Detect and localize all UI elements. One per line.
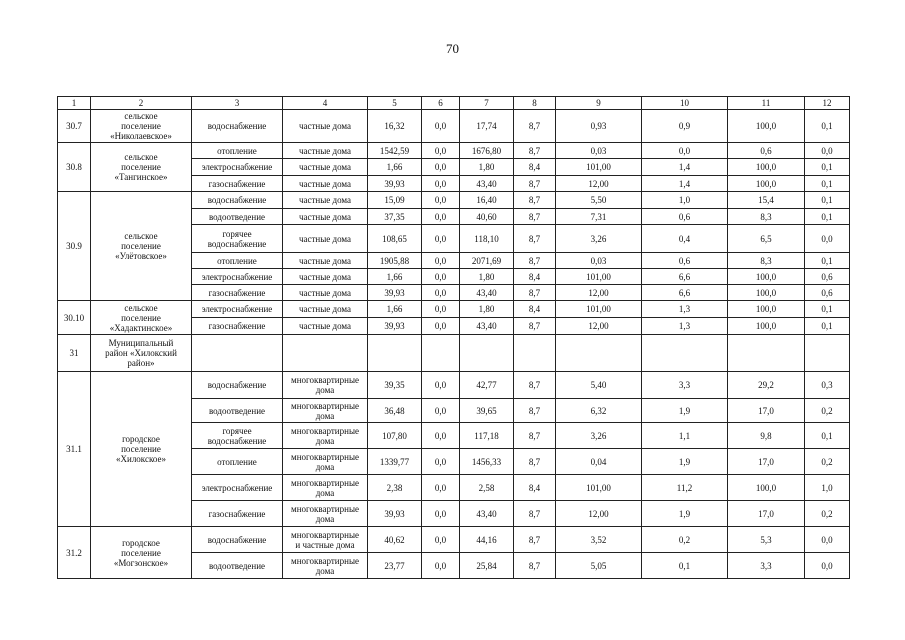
col-11-cell: 17,0 — [728, 399, 805, 423]
col-5-cell: 37,35 — [368, 209, 422, 225]
housing-type-cell — [283, 335, 368, 372]
resource-cell: водоотведение — [192, 209, 283, 225]
settlement-name: Муниципальный район «Хилокский район» — [91, 335, 192, 372]
col-10-cell: 0,2 — [642, 527, 728, 553]
col-7-cell: 117,18 — [460, 423, 514, 449]
housing-type-cell: многоквартирные дома — [283, 475, 368, 501]
housing-type-cell: частные дома — [283, 192, 368, 209]
col-12-cell — [805, 335, 850, 372]
col-5-cell: 1,66 — [368, 159, 422, 176]
housing-type-cell: частные дома — [283, 301, 368, 318]
col-7-cell: 43,40 — [460, 501, 514, 527]
col-6-cell: 0,0 — [422, 143, 460, 159]
col-10-cell: 1,1 — [642, 423, 728, 449]
col-11-cell: 15,4 — [728, 192, 805, 209]
col-7-cell: 16,40 — [460, 192, 514, 209]
resource-cell: водоснабжение — [192, 527, 283, 553]
housing-type-cell: многоквартирные дома — [283, 553, 368, 579]
col-6-cell: 0,0 — [422, 318, 460, 335]
col-11-cell: 17,0 — [728, 449, 805, 475]
table-row — [58, 110, 850, 143]
col-8-cell: 8,7 — [514, 527, 556, 553]
header-row — [58, 97, 850, 110]
col-5-cell: 2,38 — [368, 475, 422, 501]
col-6-cell: 0,0 — [422, 110, 460, 143]
col-6-cell: 0,0 — [422, 301, 460, 318]
row-number: 30.7 — [58, 110, 91, 143]
col-7-cell: 17,74 — [460, 110, 514, 143]
col-12-cell: 0,1 — [805, 209, 850, 225]
col-6-cell: 0,0 — [422, 372, 460, 399]
housing-type-cell: многоквартирные дома — [283, 449, 368, 475]
col-9-cell: 101,00 — [556, 159, 642, 176]
col-12-cell: 0,2 — [805, 399, 850, 423]
col-6-cell: 0,0 — [422, 527, 460, 553]
col-5-cell: 15,09 — [368, 192, 422, 209]
col-7-cell: 40,60 — [460, 209, 514, 225]
resource-cell: электроснабжение — [192, 301, 283, 318]
col-11-cell: 5,3 — [728, 527, 805, 553]
col-9-cell: 5,40 — [556, 372, 642, 399]
col-6-cell: 0,0 — [422, 449, 460, 475]
col-11-cell: 6,5 — [728, 225, 805, 253]
row-number: 31.2 — [58, 527, 91, 579]
col-8-cell: 8,7 — [514, 399, 556, 423]
column-number: 5 — [368, 97, 422, 110]
resource-cell: электроснабжение — [192, 159, 283, 176]
col-12-cell: 0,0 — [805, 527, 850, 553]
col-11-cell: 100,0 — [728, 285, 805, 301]
col-7-cell: 1,80 — [460, 301, 514, 318]
housing-type-cell: частные дома — [283, 176, 368, 192]
col-10-cell: 1,9 — [642, 501, 728, 527]
col-12-cell: 0,1 — [805, 176, 850, 192]
col-6-cell: 0,0 — [422, 253, 460, 269]
settlement-name: сельское поселение «Николаевское» — [91, 110, 192, 143]
tariff-table — [57, 96, 850, 579]
table-row — [58, 372, 850, 399]
col-8-cell: 8,7 — [514, 501, 556, 527]
col-8-cell: 8,7 — [514, 225, 556, 253]
column-number: 4 — [283, 97, 368, 110]
col-10-cell: 1,4 — [642, 159, 728, 176]
resource-cell: отопление — [192, 253, 283, 269]
col-8-cell — [514, 335, 556, 372]
col-11-cell: 8,3 — [728, 253, 805, 269]
column-number: 2 — [91, 97, 192, 110]
resource-cell: горячее водоснабжение — [192, 225, 283, 253]
resource-cell: электроснабжение — [192, 475, 283, 501]
housing-type-cell: частные дома — [283, 159, 368, 176]
col-8-cell: 8,7 — [514, 192, 556, 209]
column-number: 7 — [460, 97, 514, 110]
housing-type-cell: многоквартирные дома — [283, 399, 368, 423]
col-8-cell: 8,7 — [514, 143, 556, 159]
settlement-name: сельское поселение «Хадактинское» — [91, 301, 192, 335]
col-8-cell: 8,7 — [514, 253, 556, 269]
resource-cell: газоснабжение — [192, 318, 283, 335]
col-10-cell: 1,9 — [642, 449, 728, 475]
col-10-cell: 1,9 — [642, 399, 728, 423]
col-6-cell: 0,0 — [422, 501, 460, 527]
col-11-cell: 9,8 — [728, 423, 805, 449]
housing-type-cell: частные дома — [283, 110, 368, 143]
col-6-cell: 0,0 — [422, 285, 460, 301]
col-8-cell: 8,4 — [514, 159, 556, 176]
col-9-cell: 12,00 — [556, 501, 642, 527]
col-8-cell: 8,7 — [514, 110, 556, 143]
resource-cell: газоснабжение — [192, 176, 283, 192]
col-9-cell: 12,00 — [556, 176, 642, 192]
col-7-cell: 1,80 — [460, 269, 514, 285]
col-5-cell: 107,80 — [368, 423, 422, 449]
column-number: 8 — [514, 97, 556, 110]
col-12-cell: 0,1 — [805, 192, 850, 209]
col-8-cell: 8,7 — [514, 449, 556, 475]
housing-type-cell: частные дома — [283, 253, 368, 269]
housing-type-cell: частные дома — [283, 269, 368, 285]
col-6-cell: 0,0 — [422, 176, 460, 192]
col-6-cell: 0,0 — [422, 192, 460, 209]
col-7-cell: 25,84 — [460, 553, 514, 579]
col-5-cell: 1542,59 — [368, 143, 422, 159]
col-8-cell: 8,7 — [514, 176, 556, 192]
resource-cell: горячее водоснабжение — [192, 423, 283, 449]
row-number: 31.1 — [58, 372, 91, 527]
col-6-cell: 0,0 — [422, 225, 460, 253]
col-6-cell: 0,0 — [422, 399, 460, 423]
col-12-cell: 1,0 — [805, 475, 850, 501]
col-6-cell: 0,0 — [422, 159, 460, 176]
col-9-cell: 7,31 — [556, 209, 642, 225]
col-7-cell: 44,16 — [460, 527, 514, 553]
col-9-cell: 101,00 — [556, 475, 642, 501]
col-8-cell: 8,7 — [514, 553, 556, 579]
col-6-cell: 0,0 — [422, 269, 460, 285]
col-12-cell: 0,1 — [805, 301, 850, 318]
row-number: 30.9 — [58, 192, 91, 301]
column-number: 10 — [642, 97, 728, 110]
resource-cell: отопление — [192, 143, 283, 159]
col-12-cell: 0,6 — [805, 285, 850, 301]
col-6-cell: 0,0 — [422, 553, 460, 579]
col-10-cell: 11,2 — [642, 475, 728, 501]
col-9-cell: 6,32 — [556, 399, 642, 423]
row-number: 30.8 — [58, 143, 91, 192]
col-8-cell: 8,4 — [514, 301, 556, 318]
column-number: 12 — [805, 97, 850, 110]
col-11-cell: 3,3 — [728, 553, 805, 579]
col-12-cell: 0,2 — [805, 501, 850, 527]
col-10-cell: 1,3 — [642, 301, 728, 318]
column-number: 6 — [422, 97, 460, 110]
col-12-cell: 0,1 — [805, 110, 850, 143]
col-9-cell: 5,05 — [556, 553, 642, 579]
housing-type-cell: частные дома — [283, 209, 368, 225]
col-7-cell — [460, 335, 514, 372]
resource-cell: электроснабжение — [192, 269, 283, 285]
column-number: 1 — [58, 97, 91, 110]
col-8-cell: 8,7 — [514, 423, 556, 449]
col-10-cell: 0,6 — [642, 253, 728, 269]
row-number: 31 — [58, 335, 91, 372]
col-10-cell: 6,6 — [642, 285, 728, 301]
col-5-cell: 40,62 — [368, 527, 422, 553]
col-9-cell: 101,00 — [556, 301, 642, 318]
col-9-cell: 3,52 — [556, 527, 642, 553]
col-11-cell: 100,0 — [728, 269, 805, 285]
col-5-cell: 39,93 — [368, 318, 422, 335]
col-10-cell: 6,6 — [642, 269, 728, 285]
col-10-cell: 0,6 — [642, 209, 728, 225]
col-9-cell: 0,03 — [556, 253, 642, 269]
housing-type-cell: многоквартирные дома — [283, 501, 368, 527]
col-9-cell: 0,03 — [556, 143, 642, 159]
col-8-cell: 8,7 — [514, 372, 556, 399]
resource-cell: водоотведение — [192, 553, 283, 579]
col-6-cell — [422, 335, 460, 372]
col-5-cell: 39,93 — [368, 176, 422, 192]
housing-type-cell: многоквартирные дома — [283, 423, 368, 449]
col-11-cell: 100,0 — [728, 301, 805, 318]
col-12-cell: 0,1 — [805, 318, 850, 335]
col-12-cell: 0,3 — [805, 372, 850, 399]
col-6-cell: 0,0 — [422, 423, 460, 449]
col-8-cell: 8,4 — [514, 475, 556, 501]
housing-type-cell: частные дома — [283, 143, 368, 159]
housing-type-cell: частные дома — [283, 285, 368, 301]
resource-cell: водоснабжение — [192, 192, 283, 209]
housing-type-cell: многоквартирные и частные дома — [283, 527, 368, 553]
col-11-cell: 8,3 — [728, 209, 805, 225]
col-9-cell: 101,00 — [556, 269, 642, 285]
col-5-cell: 36,48 — [368, 399, 422, 423]
col-8-cell: 8,7 — [514, 209, 556, 225]
col-11-cell: 100,0 — [728, 110, 805, 143]
col-7-cell: 39,65 — [460, 399, 514, 423]
col-11-cell: 17,0 — [728, 501, 805, 527]
table-row — [58, 301, 850, 318]
col-5-cell: 1905,88 — [368, 253, 422, 269]
col-9-cell: 12,00 — [556, 285, 642, 301]
col-10-cell — [642, 335, 728, 372]
col-11-cell: 100,0 — [728, 318, 805, 335]
housing-type-cell: частные дома — [283, 318, 368, 335]
col-9-cell — [556, 335, 642, 372]
col-8-cell: 8,7 — [514, 285, 556, 301]
col-10-cell: 1,3 — [642, 318, 728, 335]
settlement-name: сельское поселение «Тангинское» — [91, 143, 192, 192]
col-7-cell: 1676,80 — [460, 143, 514, 159]
col-9-cell: 12,00 — [556, 318, 642, 335]
col-12-cell: 0,0 — [805, 553, 850, 579]
col-7-cell: 43,40 — [460, 176, 514, 192]
col-5-cell — [368, 335, 422, 372]
resource-cell: газоснабжение — [192, 501, 283, 527]
col-10-cell: 0,4 — [642, 225, 728, 253]
col-12-cell: 0,0 — [805, 225, 850, 253]
table-row — [58, 527, 850, 553]
col-5-cell: 1,66 — [368, 301, 422, 318]
col-11-cell — [728, 335, 805, 372]
col-7-cell: 2071,69 — [460, 253, 514, 269]
col-12-cell: 0,1 — [805, 253, 850, 269]
col-10-cell: 0,1 — [642, 553, 728, 579]
col-5-cell: 16,32 — [368, 110, 422, 143]
col-8-cell: 8,7 — [514, 318, 556, 335]
col-12-cell: 0,2 — [805, 449, 850, 475]
col-10-cell: 1,0 — [642, 192, 728, 209]
column-number: 3 — [192, 97, 283, 110]
resource-cell: водоотведение — [192, 399, 283, 423]
col-7-cell: 43,40 — [460, 318, 514, 335]
col-5-cell: 39,35 — [368, 372, 422, 399]
col-5-cell: 1,66 — [368, 269, 422, 285]
col-7-cell: 43,40 — [460, 285, 514, 301]
col-10-cell: 0,9 — [642, 110, 728, 143]
col-10-cell: 3,3 — [642, 372, 728, 399]
settlement-name: сельское поселение «Улётовское» — [91, 192, 192, 301]
col-10-cell: 1,4 — [642, 176, 728, 192]
col-5-cell: 23,77 — [368, 553, 422, 579]
col-11-cell: 100,0 — [728, 159, 805, 176]
col-5-cell: 39,93 — [368, 501, 422, 527]
col-12-cell: 0,1 — [805, 423, 850, 449]
column-number: 9 — [556, 97, 642, 110]
settlement-name: городское поселение «Могзонское» — [91, 527, 192, 579]
col-11-cell: 0,6 — [728, 143, 805, 159]
col-7-cell: 1,80 — [460, 159, 514, 176]
col-11-cell: 100,0 — [728, 475, 805, 501]
col-6-cell: 0,0 — [422, 209, 460, 225]
resource-cell: водоснабжение — [192, 372, 283, 399]
col-10-cell: 0,0 — [642, 143, 728, 159]
col-9-cell: 0,93 — [556, 110, 642, 143]
resource-cell: отопление — [192, 449, 283, 475]
col-12-cell: 0,0 — [805, 143, 850, 159]
row-number: 30.10 — [58, 301, 91, 335]
col-7-cell: 42,77 — [460, 372, 514, 399]
col-12-cell: 0,1 — [805, 159, 850, 176]
col-7-cell: 1456,33 — [460, 449, 514, 475]
resource-cell: газоснабжение — [192, 285, 283, 301]
column-number: 11 — [728, 97, 805, 110]
col-11-cell: 100,0 — [728, 176, 805, 192]
col-11-cell: 29,2 — [728, 372, 805, 399]
col-5-cell: 39,93 — [368, 285, 422, 301]
table-row — [58, 192, 850, 209]
col-9-cell: 3,26 — [556, 225, 642, 253]
table-row — [58, 335, 850, 372]
table-row — [58, 143, 850, 159]
housing-type-cell: частные дома — [283, 225, 368, 253]
col-5-cell: 108,65 — [368, 225, 422, 253]
housing-type-cell: многоквартирные дома — [283, 372, 368, 399]
settlement-name: городское поселение «Хилокское» — [91, 372, 192, 527]
col-12-cell: 0,6 — [805, 269, 850, 285]
resource-cell — [192, 335, 283, 372]
col-7-cell: 118,10 — [460, 225, 514, 253]
col-7-cell: 2,58 — [460, 475, 514, 501]
col-5-cell: 1339,77 — [368, 449, 422, 475]
col-9-cell: 0,04 — [556, 449, 642, 475]
col-6-cell: 0,0 — [422, 475, 460, 501]
page-number: 70 — [446, 41, 459, 56]
col-8-cell: 8,4 — [514, 269, 556, 285]
col-9-cell: 3,26 — [556, 423, 642, 449]
resource-cell: водоснабжение — [192, 110, 283, 143]
col-9-cell: 5,50 — [556, 192, 642, 209]
